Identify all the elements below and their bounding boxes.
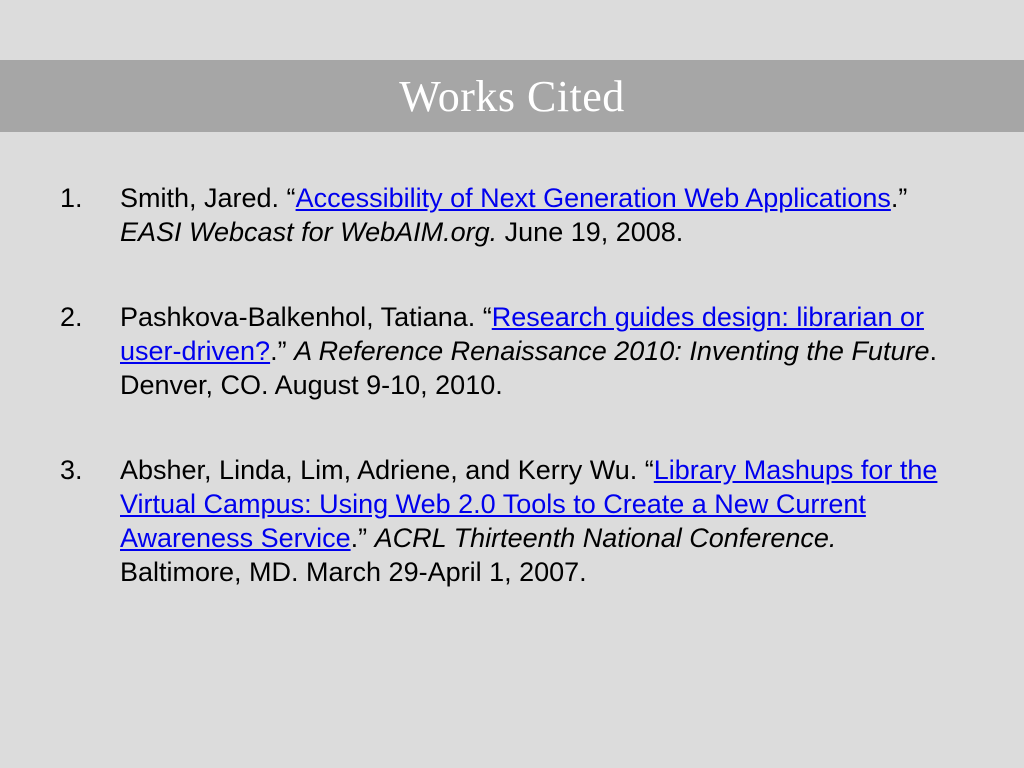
citation-details: June 19, 2008.	[497, 217, 684, 247]
title-band	[0, 60, 1024, 132]
citation-number: 2.	[60, 302, 83, 332]
citation-details: . Denver, CO. August 9-10, 2010.	[120, 336, 937, 400]
citation-venue: EASI Webcast for WebAIM.org.	[120, 217, 498, 247]
citation-after-link: .”	[350, 523, 375, 553]
citation-link[interactable]: Accessibility of Next Generation Web Applications	[295, 183, 891, 213]
citation-link[interactable]: Research guides design: librarian or user-driven?	[120, 302, 924, 366]
works-cited-list	[60, 181, 960, 640]
slide-title: Works Cited	[399, 71, 625, 121]
citation-item	[60, 300, 960, 402]
citation-link[interactable]: Library Mashups for the Virtual Campus: Using Web 2.0 Tools to Create a New Current Awareness Service	[120, 455, 938, 553]
citation-item	[60, 181, 960, 249]
citation-venue: A Reference Renaissance 2010: Inventing the Future	[294, 336, 930, 366]
citation-after-link: .”	[890, 183, 908, 213]
citation-item	[60, 453, 960, 589]
citation-venue: ACRL Thirteenth National Conference.	[374, 523, 837, 553]
citation-authors: Pashkova-Balkenhol, Tatiana. “	[120, 302, 492, 332]
citation-authors: Absher, Linda, Lim, Adriene, and Kerry Wu. “	[120, 455, 654, 485]
citation-number: 1.	[60, 183, 83, 213]
citation-details: Baltimore, MD. March 29-April 1, 2007.	[120, 557, 587, 587]
citation-number: 3.	[60, 455, 83, 485]
citation-after-link: .”	[270, 336, 295, 366]
citation-authors: Smith, Jared. “	[120, 183, 296, 213]
